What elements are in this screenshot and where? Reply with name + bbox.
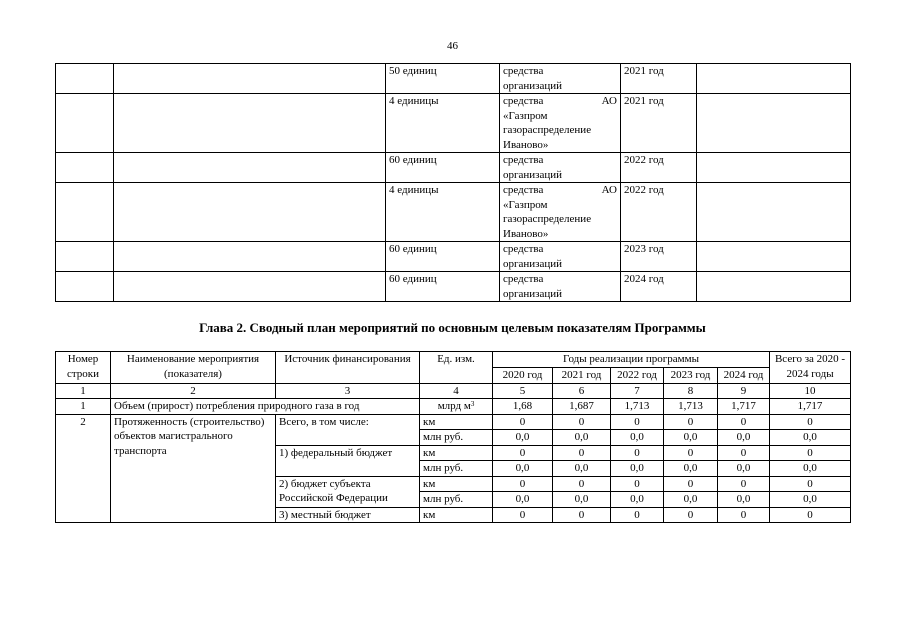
value-cell: 0,0 [553,461,611,477]
header-funding: Источник финансирования [276,352,420,384]
column-number: 5 [493,383,553,399]
top-table [55,63,851,302]
quantity-cell: 60 единиц [386,242,500,272]
value-cell: 1,713 [664,399,718,415]
unit-cell [420,399,493,415]
value-cell: 0 [664,445,718,461]
value-cell: 0 [493,445,553,461]
unit-cell: млн руб. [420,461,493,477]
header-activity: Наименование мероприятия (показателя) [111,352,276,384]
table-row [56,242,851,272]
value-cell: 0,0 [493,492,553,508]
value-cell: 0 [664,476,718,492]
summary-table [55,351,851,523]
value-cell: 0,0 [553,492,611,508]
header-year: 2021 год [553,368,611,384]
column-number: 4 [420,383,493,399]
value-cell: 0 [770,414,851,430]
header-year: 2022 год [611,368,664,384]
funding-source-cell: 3) местный бюджет [276,507,420,523]
funding-source-line: газораспределение [503,213,592,225]
value-cell: 0,0 [770,492,851,508]
funding-source-line: «Газпром [503,109,548,122]
value-cell: 0,0 [493,430,553,446]
funding-source-line: средства [503,273,544,285]
header-year: 2023 год [664,368,718,384]
row-number: 2 [56,414,111,523]
empty-cell [697,242,851,272]
value-cell: 0 [611,414,664,430]
empty-cell [114,64,386,94]
funding-source-cell [500,242,621,272]
year-cell: 2021 год [621,64,697,94]
header-years-group: Годы реализации программы [493,352,770,368]
table-row [56,399,851,415]
value-cell: 0 [553,476,611,492]
year-cell: 2021 год [621,94,697,153]
value-cell: 1,717 [770,399,851,415]
empty-cell [56,242,114,272]
page-number: 46 [447,40,458,52]
year-cell: 2022 год [621,153,697,183]
unit-text: млрд м [437,400,471,412]
funding-source-line: организаций [503,79,563,92]
value-cell: 0,0 [770,430,851,446]
value-cell: 0 [718,445,770,461]
value-cell: 1,717 [718,399,770,415]
empty-cell [56,94,114,153]
empty-cell [114,153,386,183]
funding-source-line: «Газпром [503,198,548,211]
value-cell: 0,0 [493,461,553,477]
table-row [56,153,851,183]
column-number: 8 [664,383,718,399]
column-number: 9 [718,383,770,399]
quantity-cell: 60 единиц [386,153,500,183]
empty-cell [697,64,851,94]
indicator-name: Протяженность (строительство) объектов магистрального транспорта [111,414,276,523]
value-cell: 0 [664,414,718,430]
unit-cell: км [420,414,493,430]
header-row-no: Номер строки [56,352,111,384]
funding-source-cell [500,272,621,302]
table-row [56,183,851,242]
funding-source-line: средства АО [503,184,617,196]
quantity-cell: 50 единиц [386,64,500,94]
empty-cell [56,64,114,94]
table-row [56,272,851,302]
value-cell: 1,687 [553,399,611,415]
quantity-cell: 4 единицы [386,183,500,242]
funding-source-cell [500,94,621,153]
funding-source-cell [500,64,621,94]
value-cell: 0,0 [664,461,718,477]
unit-cell: км [420,445,493,461]
empty-cell [114,94,386,153]
empty-cell [56,272,114,302]
header-year: 2020 год [493,368,553,384]
funding-source-line: Иваново» [503,138,549,151]
column-number: 6 [553,383,611,399]
value-cell: 0 [611,507,664,523]
empty-cell [697,94,851,153]
section-title: Глава 2. Сводный план мероприятий по основным целевым показателям Программы [199,320,706,335]
table-row [56,414,851,430]
column-number: 2 [111,383,276,399]
empty-cell [114,183,386,242]
value-cell: 0 [493,507,553,523]
funding-source-cell: 1) федеральный бюджет [276,445,420,476]
funding-source-line: средства АО [503,95,617,107]
quantity-cell: 60 единиц [386,272,500,302]
value-cell: 0,0 [611,430,664,446]
value-cell: 0 [493,414,553,430]
value-cell: 0,0 [770,461,851,477]
year-cell: 2024 год [621,272,697,302]
value-cell: 0 [493,476,553,492]
unit-cell: км [420,476,493,492]
column-number: 7 [611,383,664,399]
column-number: 10 [770,383,851,399]
funding-source-line: средства [503,65,544,77]
value-cell: 0,0 [718,461,770,477]
funding-source-line: организаций [503,168,563,181]
empty-cell [56,183,114,242]
value-cell: 0 [770,476,851,492]
value-cell: 0 [553,414,611,430]
header-unit: Ед. изм. [420,352,493,384]
empty-cell [697,272,851,302]
indicator-name: Объем (прирост) потребления природного газа в год [111,399,420,415]
empty-cell [56,153,114,183]
value-cell: 0 [664,507,718,523]
table-row [56,64,851,94]
unit-cell: млн руб. [420,430,493,446]
value-cell: 0 [718,476,770,492]
value-cell: 0 [553,445,611,461]
funding-source-line: газораспределение [503,124,592,136]
value-cell: 0 [611,476,664,492]
column-number: 3 [276,383,420,399]
row-number: 1 [56,399,111,415]
value-cell: 0,0 [611,461,664,477]
funding-source-cell: 2) бюджет субъекта Российской Федерации [276,476,420,507]
empty-cell [697,183,851,242]
value-cell: 0 [770,507,851,523]
value-cell: 0,0 [718,492,770,508]
funding-source-cell: Всего, в том числе: [276,414,420,445]
value-cell: 0,0 [664,492,718,508]
year-cell: 2023 год [621,242,697,272]
funding-source-line: средства [503,154,544,166]
value-cell: 0,0 [611,492,664,508]
funding-source-line: средства [503,243,544,255]
value-cell: 1,68 [493,399,553,415]
header-year: 2024 год [718,368,770,384]
value-cell: 0,0 [553,430,611,446]
column-numbers-row [56,383,851,399]
unit-cell: км [420,507,493,523]
value-cell: 0 [718,414,770,430]
value-cell: 0,0 [664,430,718,446]
value-cell: 0 [553,507,611,523]
value-cell: 0 [718,507,770,523]
unit-superscript: 3 [470,400,475,408]
value-cell: 0 [770,445,851,461]
quantity-cell: 4 единицы [386,94,500,153]
funding-source-line: организаций [503,287,563,300]
value-cell: 0,0 [718,430,770,446]
value-cell: 0 [611,445,664,461]
value-cell: 1,713 [611,399,664,415]
table-row [56,94,851,153]
empty-cell [114,242,386,272]
funding-source-cell [500,183,621,242]
unit-cell: млн руб. [420,492,493,508]
funding-source-line: организаций [503,257,563,270]
empty-cell [114,272,386,302]
column-number: 1 [56,383,111,399]
empty-cell [697,153,851,183]
year-cell: 2022 год [621,183,697,242]
funding-source-line: Иваново» [503,227,549,240]
funding-source-cell [500,153,621,183]
header-total: Всего за 2020 - 2024 годы [770,352,851,384]
